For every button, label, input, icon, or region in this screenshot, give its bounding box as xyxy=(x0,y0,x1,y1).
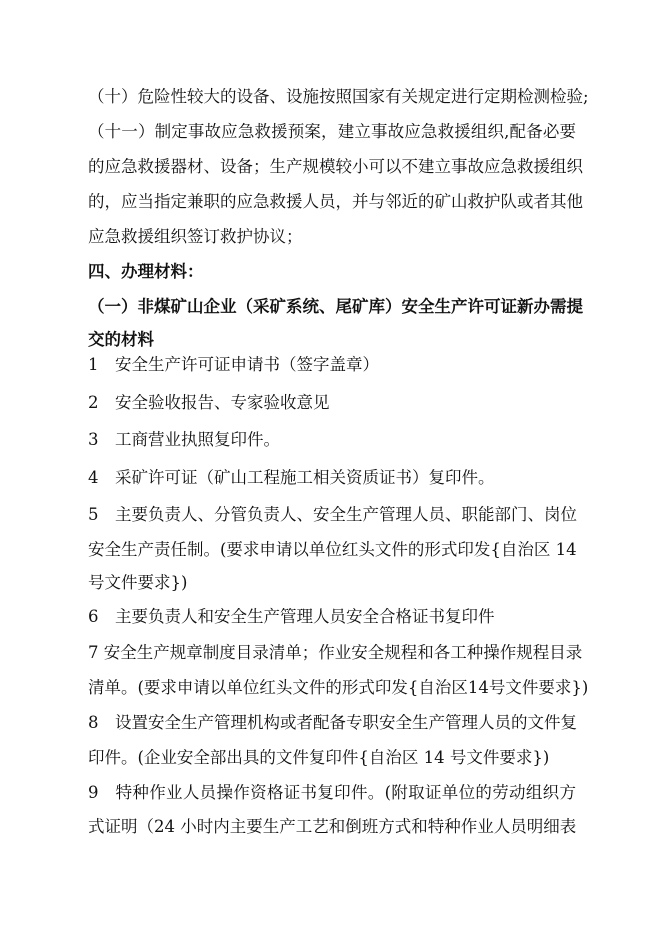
paragraph-line: （十）危险性较大的设备、设施按照国家有关规定进行定期检测检验; xyxy=(88,87,589,106)
paragraph-line: 的，应当指定兼职的应急救援人员，并与邻近的矿山救护队或者其他 xyxy=(88,192,583,211)
list-item: 号文件要求}) xyxy=(88,573,188,592)
list-item: 式证明（24 小时内主要生产工艺和倒班方式和特种作业人员明细表 xyxy=(88,817,577,836)
list-item: 1 安全生产许可证申请书（签字盖章） xyxy=(88,355,379,374)
list-item: 安全生产责任制。(要求申请以单位红头文件的形式印发{自治区 14 xyxy=(88,540,577,559)
subsection-heading: 交的材料 xyxy=(88,330,154,349)
section-heading: 四、办理材料： xyxy=(88,262,204,281)
paragraph-line: 应急救援组织签订救护协议； xyxy=(88,227,303,246)
paragraph-line: 的应急救援器材、设备；生产规模较小可以不建立事故应急救援组织 xyxy=(88,157,583,176)
list-item: 4 采矿许可证（矿山工程施工相关资质证书）复印件。 xyxy=(88,468,495,487)
list-item: 3 工商营业执照复印件。 xyxy=(88,430,280,449)
list-item: 7 安全生产规章制度目录清单；作业安全规程和各工种操作规程目录 xyxy=(88,643,583,662)
list-item: 6 主要负责人和安全生产管理人员安全合格证书复印件 xyxy=(88,607,495,626)
subsection-heading: （一）非煤矿山企业（采矿系统、尾矿库）安全生产许可证新办需提 xyxy=(88,297,583,316)
list-item: 印件。(企业安全部出具的文件复印件{自治区 14 号文件要求}) xyxy=(88,748,550,767)
list-item: 5 主要负责人、分管负责人、安全生产管理人员、职能部门、岗位 xyxy=(88,505,577,524)
list-item: 8 设置安全生产管理机构或者配备专职安全生产管理人员的文件复 xyxy=(88,713,577,732)
paragraph-line: （十一）制定事故应急救援预案，建立事故应急救援组织,配备必要 xyxy=(88,122,576,141)
list-item: 清单。(要求申请以单位红头文件的形式印发{自治区14号文件要求}) xyxy=(88,678,589,697)
list-item: 9 特种作业人员操作资格证书复印件。(附取证单位的劳动组织方 xyxy=(88,783,576,802)
list-item: 2 安全验收报告、专家验收意见 xyxy=(88,393,330,412)
